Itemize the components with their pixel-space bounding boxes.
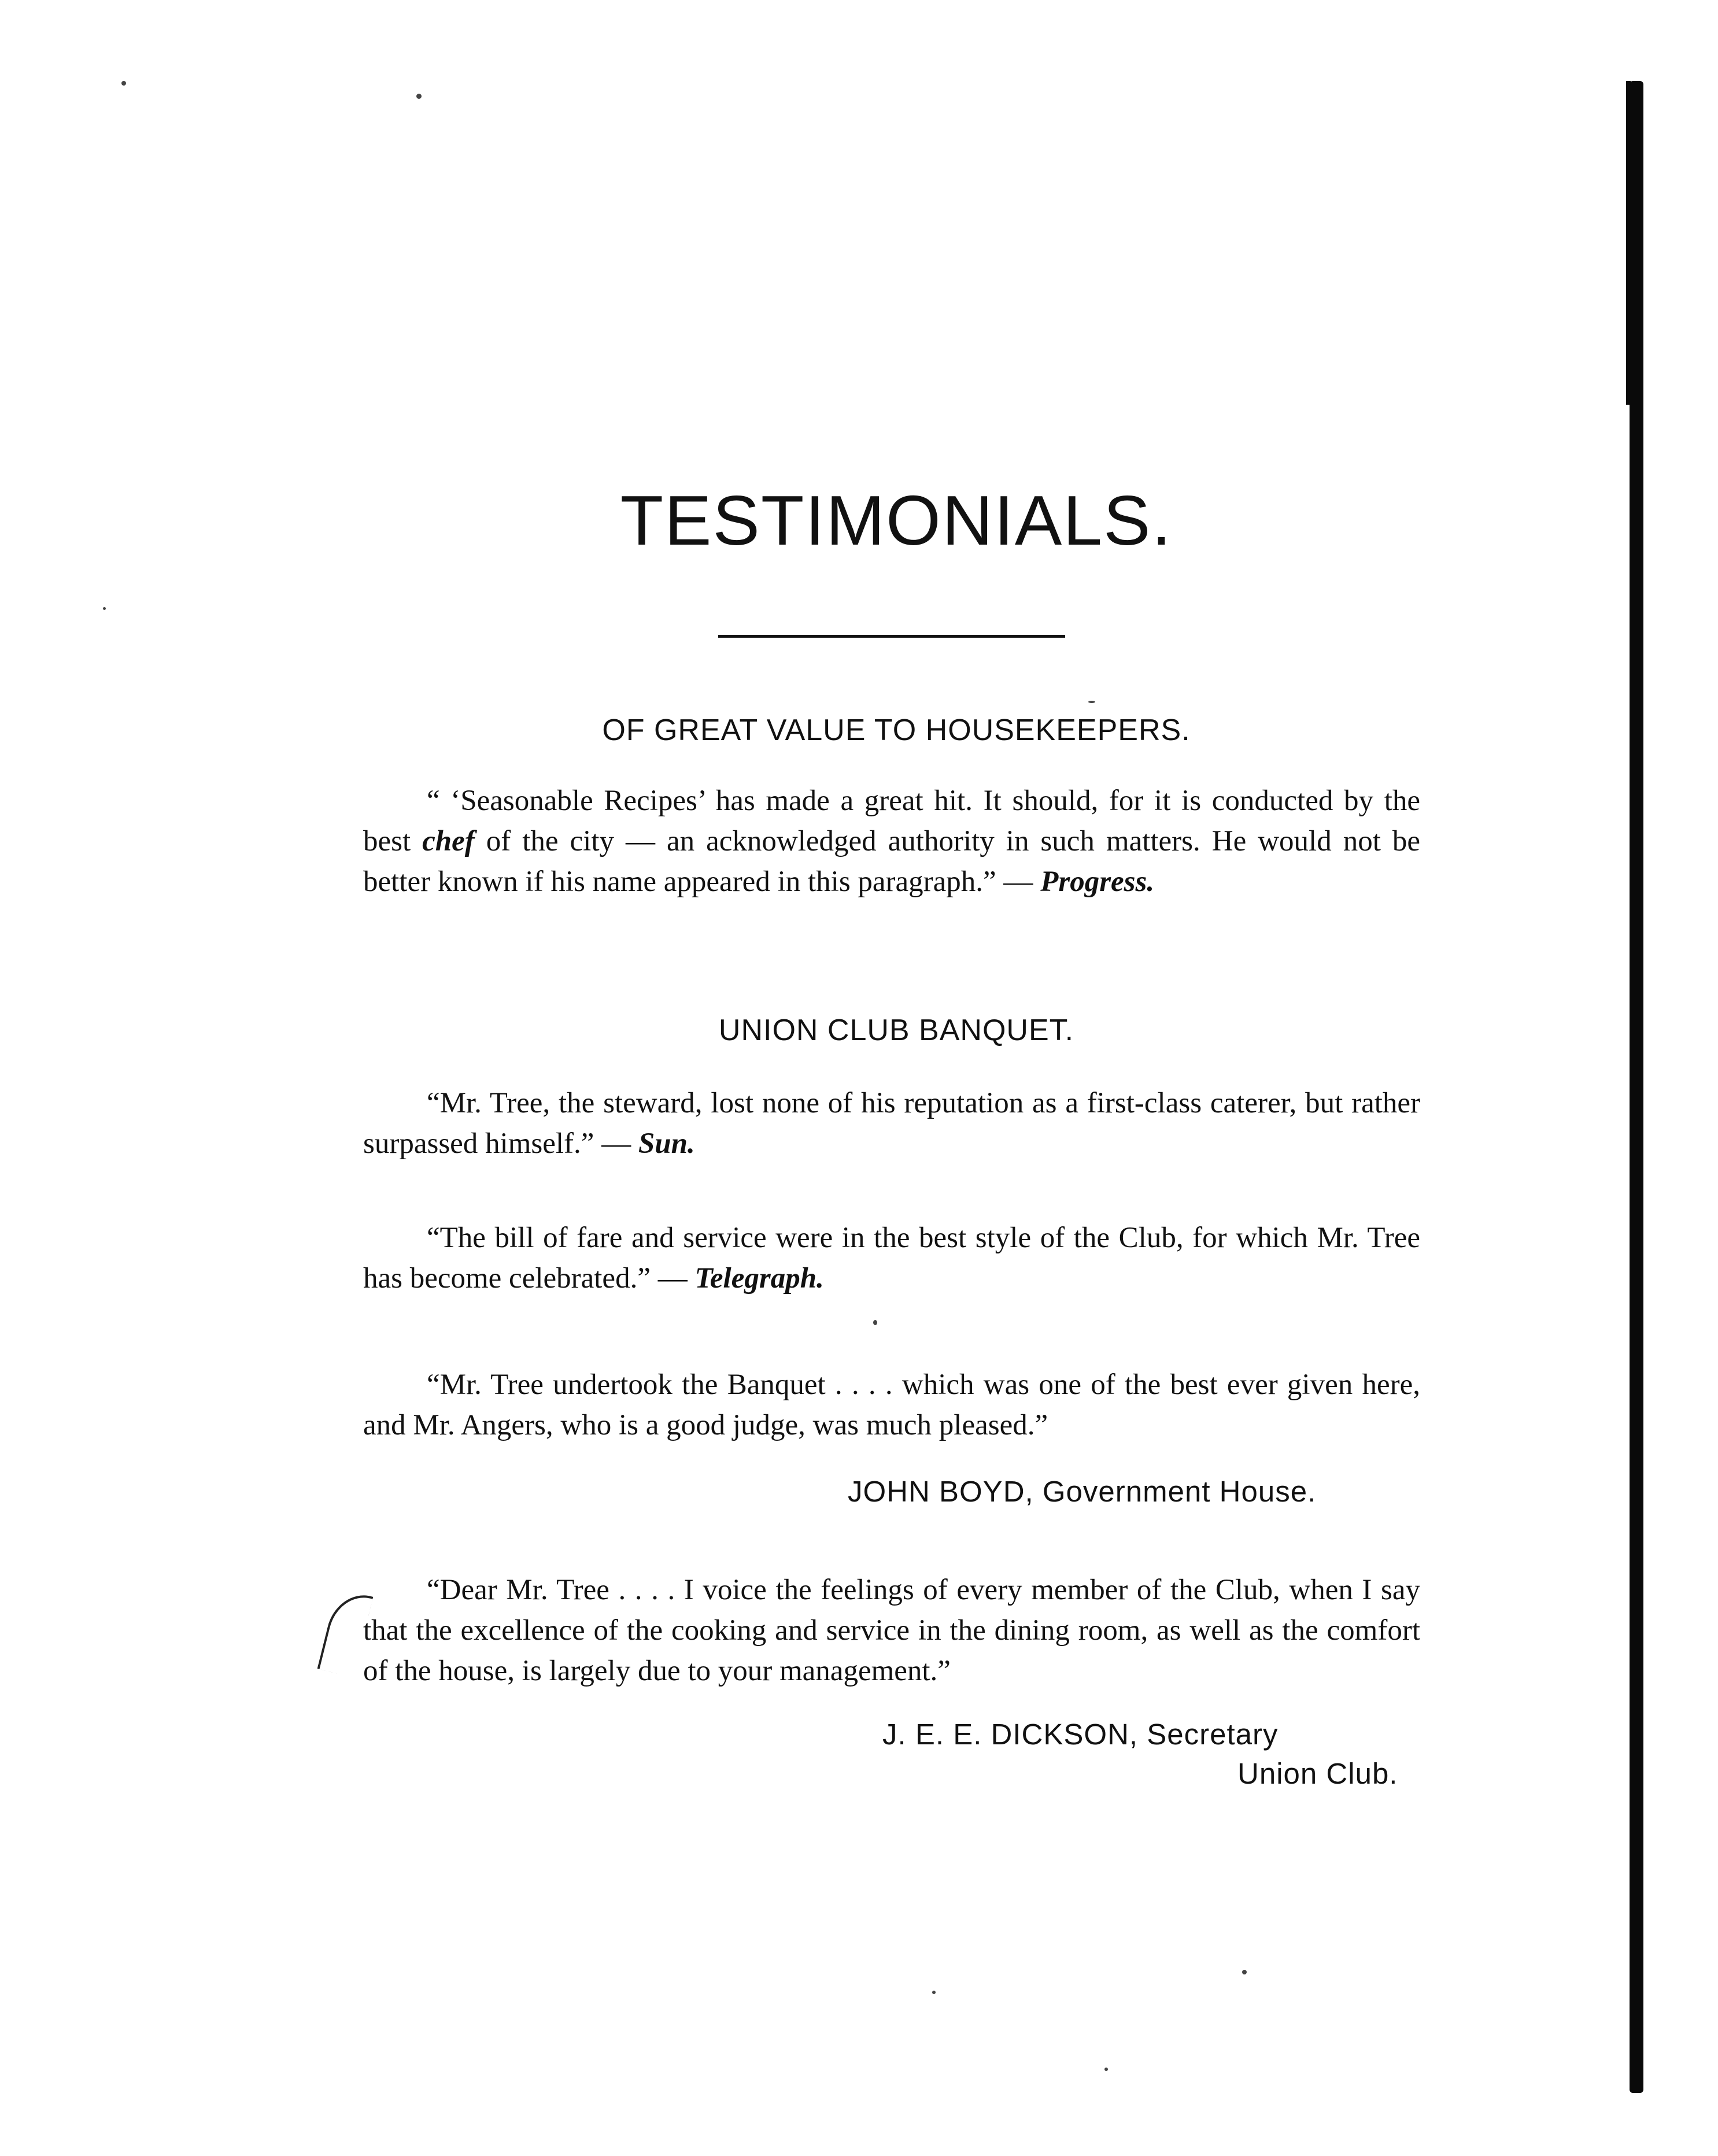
scan-speck xyxy=(873,1320,877,1325)
signature-union-club: Union Club. xyxy=(1237,1757,1398,1790)
quote-text: “Mr. Tree undertook the Banquet . . . . which was one of the best ever given here, and Mr. Angers, who is a good judge, was much pleased.” xyxy=(363,1369,1420,1441)
testimonial-dickson xyxy=(363,1570,1420,1691)
signature-dickson: J. E. E. DICKSON, Secretary xyxy=(882,1718,1279,1751)
testimonial-john-boyd xyxy=(363,1364,1420,1445)
quote-source: Progress. xyxy=(1040,866,1155,898)
signature-john-boyd: JOHN BOYD, Government House. xyxy=(848,1475,1317,1508)
quote-source: Telegraph. xyxy=(694,1262,824,1295)
section-heading-housekeepers: OF GREAT VALUE TO HOUSEKEEPERS. xyxy=(602,713,1191,747)
scan-speck xyxy=(103,607,106,610)
quote-text: “ ‘Seasonable Recipes’ has made a great hit. It should, for it is conducted by the best xyxy=(363,785,1420,857)
testimonial-sun xyxy=(363,1083,1420,1164)
scan-speck xyxy=(416,94,422,99)
quote-text: “The bill of fare and service were in the best style of the Club, for which Mr. Tree has become celebrated.” — xyxy=(363,1222,1420,1295)
scan-speck xyxy=(121,81,126,86)
testimonial-progress xyxy=(363,781,1420,902)
scan-speck xyxy=(1242,1970,1247,1974)
scan-speck xyxy=(1104,2068,1108,2071)
page-title: TESTIMONIALS. xyxy=(620,481,1173,560)
quote-text: of the city — an acknowledged authority in such matters. He would not be better known if his name appeared in this paragraph.” — xyxy=(363,825,1420,898)
binding-edge-top xyxy=(1626,81,1631,405)
testimonial-telegraph xyxy=(363,1218,1420,1299)
section-heading-union-club: UNION CLUB BANQUET. xyxy=(718,1014,1074,1047)
quote-italic-chef: chef xyxy=(422,825,475,857)
scan-speck xyxy=(932,1991,936,1994)
title-rule xyxy=(718,635,1065,638)
scan-speck xyxy=(1088,701,1095,703)
quote-source: Sun. xyxy=(638,1127,695,1160)
binding-edge xyxy=(1630,81,1643,2093)
quote-text: “Mr. Tree, the steward, lost none of his reputation as a first-class caterer, but rather surpassed himself.” — xyxy=(363,1087,1420,1160)
quote-text: “Dear Mr. Tree . . . . I voice the feelings of every member of the Club, when I say that the excellence of the cooking and service in the dining room, as well as the comfort of the house, is largely due to your management.” xyxy=(363,1574,1420,1687)
